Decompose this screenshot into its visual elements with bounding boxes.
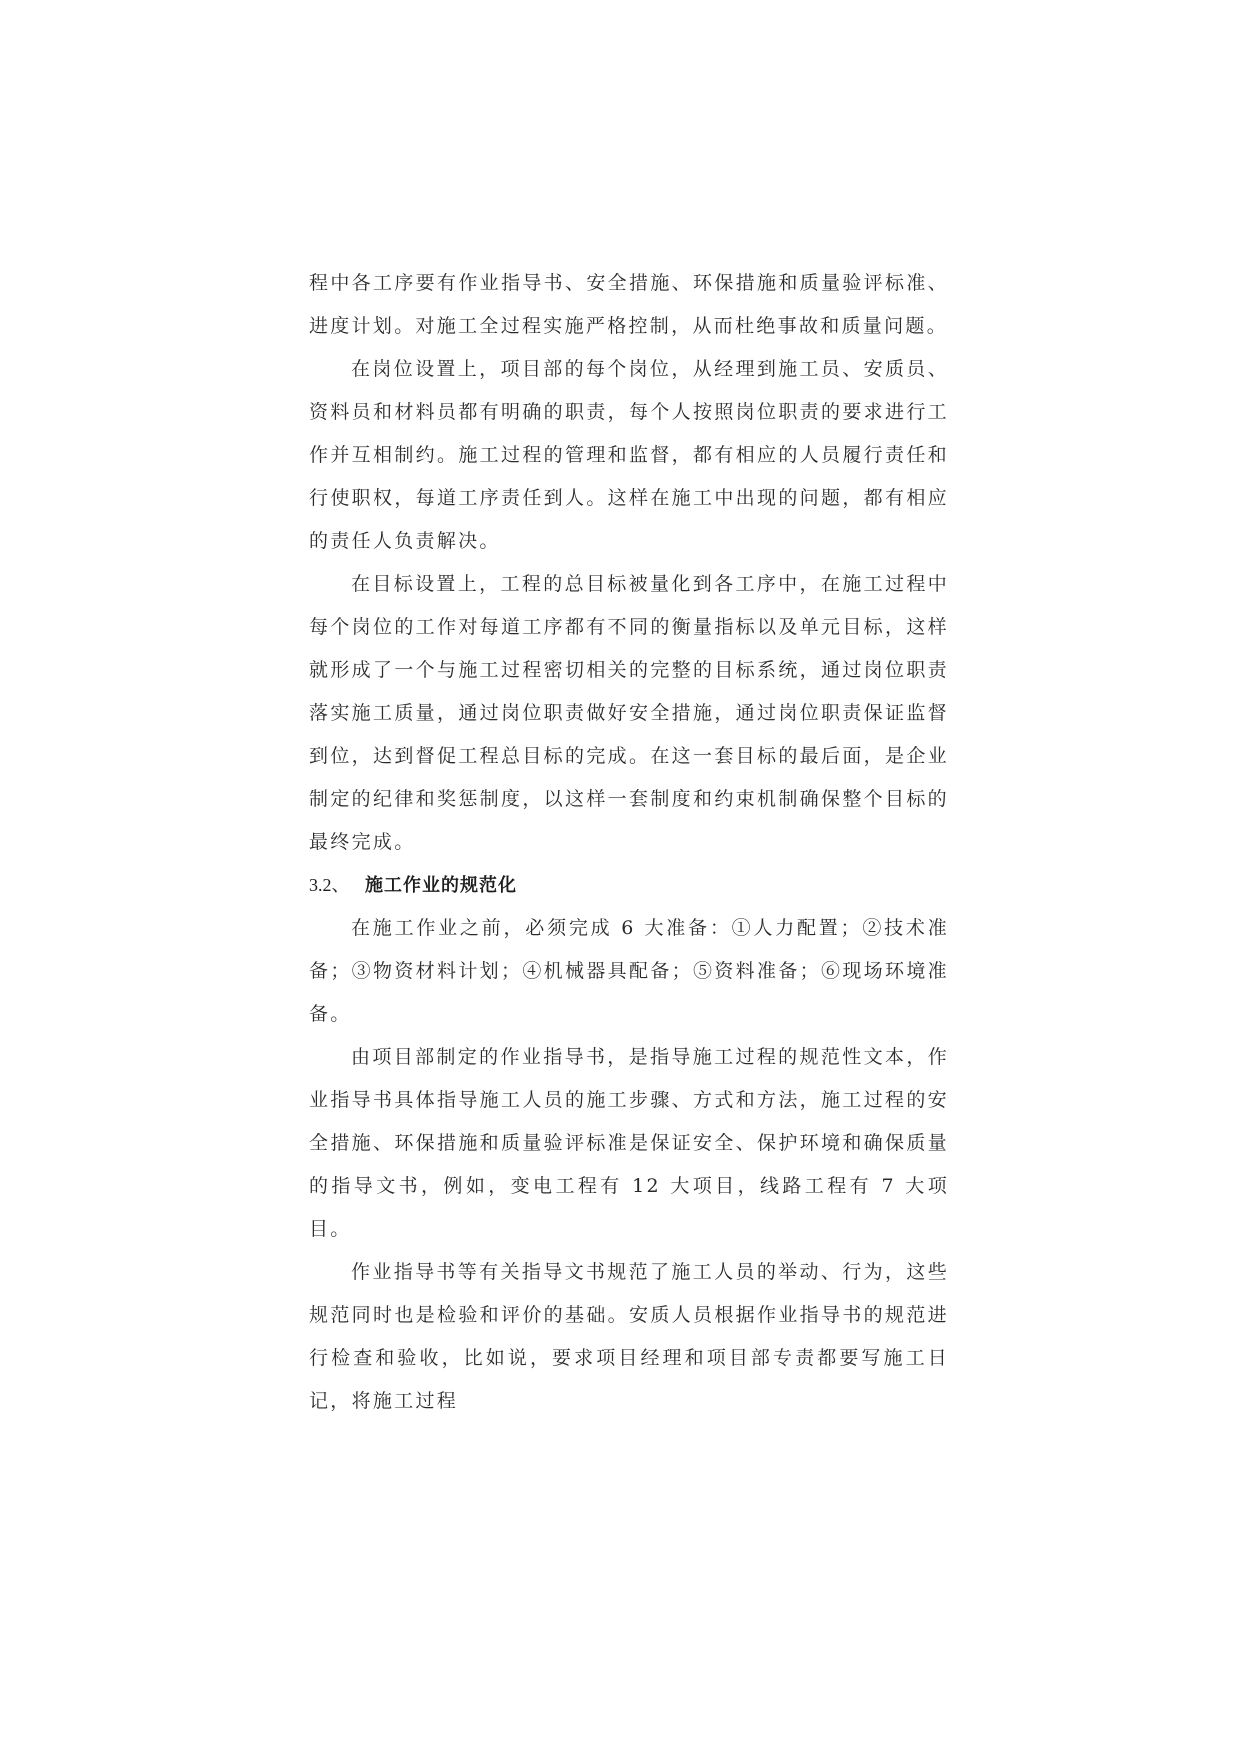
paragraph-position-setup: 在岗位设置上，项目部的每个岗位，从经理到施工员、安质员、资料员和材料员都有明确的职责，每个人按照岗位职责的要求进行工作并互相制约。施工过程的管理和监督，都有相应的人员履行责任和行使职权，每道工序责任到人。这样在施工中出现的问题，都有相应的责任人负责解决。 — [309, 358, 949, 552]
section-title: 施工作业的规范化 — [365, 875, 517, 896]
paragraph-guidance-document: 由项目部制定的作业指导书，是指导施工过程的规范性文本，作业指导书具体指导施工人员的施工步骤、方式和方法，施工过程的安全措施、环保措施和质量验评标准是保证安全、保护环境和确保质量的指导文书，例如，变电工程有 12 大项目，线路工程有 7 大项目。 — [309, 1046, 949, 1240]
paragraph-preparations: 在施工作业之前，必须完成 6 大准备：①人力配置；②技术准备；③物资材料计划；④机械器具配备；⑤资料准备；⑥现场环境准备。 — [309, 917, 949, 1025]
paragraph-target-setup: 在目标设置上，工程的总目标被量化到各工序中，在施工过程中每个岗位的工作对每道工序都有不同的衡量指标以及单元目标，这样就形成了一个与施工过程密切相关的完整的目标系统，通过岗位职责落实施工质量，通过岗位职责做好安全措施，通过岗位职责保证监督到位，达到督促工程总目标的完成。在这一套目标的最后面，是企业制定的纪律和奖惩制度，以这样一套制度和约束机制确保整个目标的最终完成。 — [309, 573, 949, 853]
paragraph-continuation: 程中各工序要有作业指导书、安全措施、环保措施和质量验评标准、进度计划。对施工全过程实施严格控制，从而杜绝事故和质量问题。 — [309, 272, 949, 337]
paragraph-norms: 作业指导书等有关指导文书规范了施工人员的举动、行为，这些规范同时也是检验和评价的基础。安质人员根据作业指导书的规范进行检查和验收，比如说，要求项目经理和项目部专责都要写施工日记，将施工过程 — [309, 1261, 949, 1412]
section-heading — [309, 864, 949, 907]
body-text — [309, 262, 949, 1423]
section-number: 3.2、 — [309, 875, 350, 895]
